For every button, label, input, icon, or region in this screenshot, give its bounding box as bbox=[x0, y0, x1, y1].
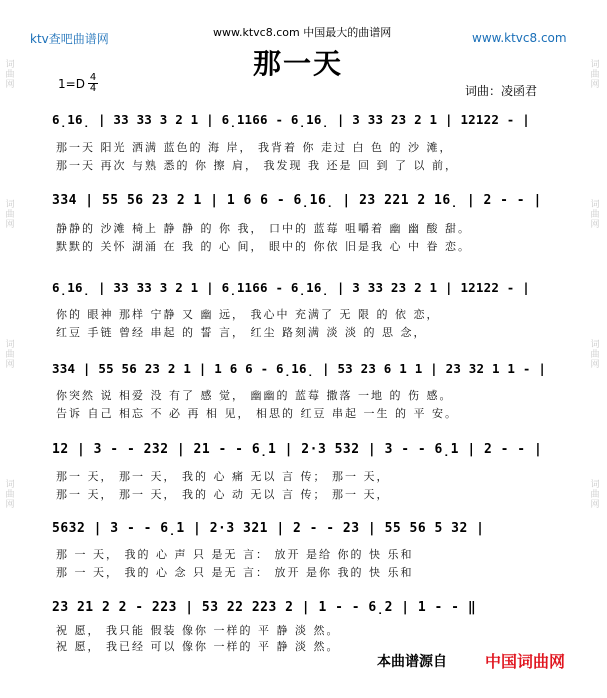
credit: 词曲：凌函君 bbox=[465, 84, 538, 98]
lyric-row-5-verse-1: 那一 天， 那一 天， 我的 心 痛 无以 言 传； 那一 天， bbox=[56, 470, 390, 483]
lyric-row-4-verse-2: 告诉 自己 相忘 不 必 再 相 见， 相思的 红豆 串起 一生 的 平 安。 bbox=[56, 407, 458, 420]
song-title: 那一天 bbox=[253, 47, 344, 80]
lyric-row-2-verse-1: 静静的 沙滩 椅上 静 静 的 你 我， 口中的 蓝莓 咀嚼着 幽 幽 酸 甜。 bbox=[56, 222, 471, 235]
site-left-link[interactable]: ktv查吧曲谱网 bbox=[30, 32, 109, 46]
lyric-row-3-verse-2: 红豆 手链 曾经 串起 的 誓 言， 红尘 路刻满 淡 淡 的 思 念， bbox=[56, 326, 427, 339]
time-signature-top: 4 bbox=[89, 72, 97, 83]
side-watermark-right-2: 词曲网 bbox=[590, 200, 600, 230]
side-watermark-right-3: 词曲网 bbox=[590, 340, 600, 370]
side-watermark-right-4: 词曲网 bbox=[590, 480, 600, 510]
site-right-link[interactable]: www.ktvc8.com bbox=[472, 31, 567, 45]
footer-source-site[interactable]: 中国词曲网 bbox=[485, 652, 566, 671]
side-watermark-left-4: 词曲网 bbox=[5, 480, 15, 510]
site-center-banner: www.ktvc8.com 中国最大的曲谱网 bbox=[213, 26, 392, 39]
side-watermark-left-2: 词曲网 bbox=[5, 200, 15, 230]
notes-row-6: 5632 | 3 - - 6̣1 | 2·3 321 | 2 - - 23 | 55 56 5 32 | bbox=[52, 521, 485, 536]
lyric-row-6-verse-2: 那 一 天， 我的 心 念 只 是无 言： 放开 是你 我的 快 乐和 bbox=[56, 566, 414, 579]
notes-row-4: 334 | 55 56 23 2 1 | 1 6 6 - 6̣16̣ | 53 23 6 1 1 | 23 32 1 1 - | bbox=[52, 361, 547, 376]
lyric-row-7-verse-2: 祝 愿， 我已经 可以 像你 一样的 平 静 淡 然。 bbox=[56, 640, 340, 653]
lyric-row-7-verse-1: 祝 愿， 我只能 假装 像你 一样的 平 静 淡 然。 bbox=[56, 624, 340, 637]
notes-row-1: 6̣16̣ | 33 33 3 2 1 | 6̣1166 - 6̣16̣ | 3 33 23 2 1 | 12122 - | bbox=[52, 112, 530, 127]
key-signature: 1=D bbox=[58, 77, 85, 91]
time-signature bbox=[88, 73, 98, 94]
lyric-row-3-verse-1: 你的 眼神 那样 宁静 又 幽 远， 我心中 充满了 无 限 的 依 恋， bbox=[56, 308, 440, 321]
lyric-row-6-verse-1: 那 一 天， 我的 心 声 只 是无 言： 放开 是给 你的 快 乐和 bbox=[56, 548, 414, 561]
time-signature-bottom: 4 bbox=[89, 83, 97, 94]
lyric-row-5-verse-2: 那一 天， 那一 天， 我的 心 动 无以 言 传； 那一 天， bbox=[56, 488, 390, 501]
lyric-row-1-verse-2: 那一天 再次 与熟 悉的 你 擦 肩， 我发现 我 还是 回 到 了 以 前， bbox=[56, 159, 458, 172]
lyric-row-4-verse-1: 你突然 说 相爱 没 有了 感 觉， 幽幽的 蓝莓 撒落 一地 的 伤 感。 bbox=[56, 389, 453, 402]
notes-row-7: 23 21 2 2 - 223 | 53 22 223 2 | 1 - - 6̣2 | 1 - - ‖ bbox=[52, 600, 477, 615]
notes-row-5: 12 | 3 - - 232 | 21 - - 6̣1 | 2·3 532 | 3 - - 6̣1 | 2 - - | bbox=[52, 442, 543, 457]
side-watermark-left-3: 词曲网 bbox=[5, 340, 15, 370]
lyric-row-2-verse-2: 默默的 关怀 湖涌 在 我 的 心 间， 眼中的 你依 旧是我 心 中 眷 恋。 bbox=[56, 240, 471, 253]
footer-source-label: 本曲谱源自 bbox=[377, 654, 447, 670]
side-watermark-right-1: 词曲网 bbox=[590, 60, 600, 90]
notes-row-2: 334 | 55 56 23 2 1 | 1 6 6 - 6̣16̣ | 23 221 2 16̣ | 2 - - | bbox=[52, 193, 542, 208]
lyric-row-1-verse-1: 那一天 阳光 洒满 蓝色的 海 岸， 我背着 你 走过 白 色 的 沙 滩， bbox=[56, 141, 453, 154]
side-watermark-left-1: 词曲网 bbox=[5, 60, 15, 90]
notes-row-3: 6̣16̣ | 33 33 3 2 1 | 6̣1166 - 6̣16̣ | 3 33 23 2 1 | 12122 - | bbox=[52, 280, 530, 295]
